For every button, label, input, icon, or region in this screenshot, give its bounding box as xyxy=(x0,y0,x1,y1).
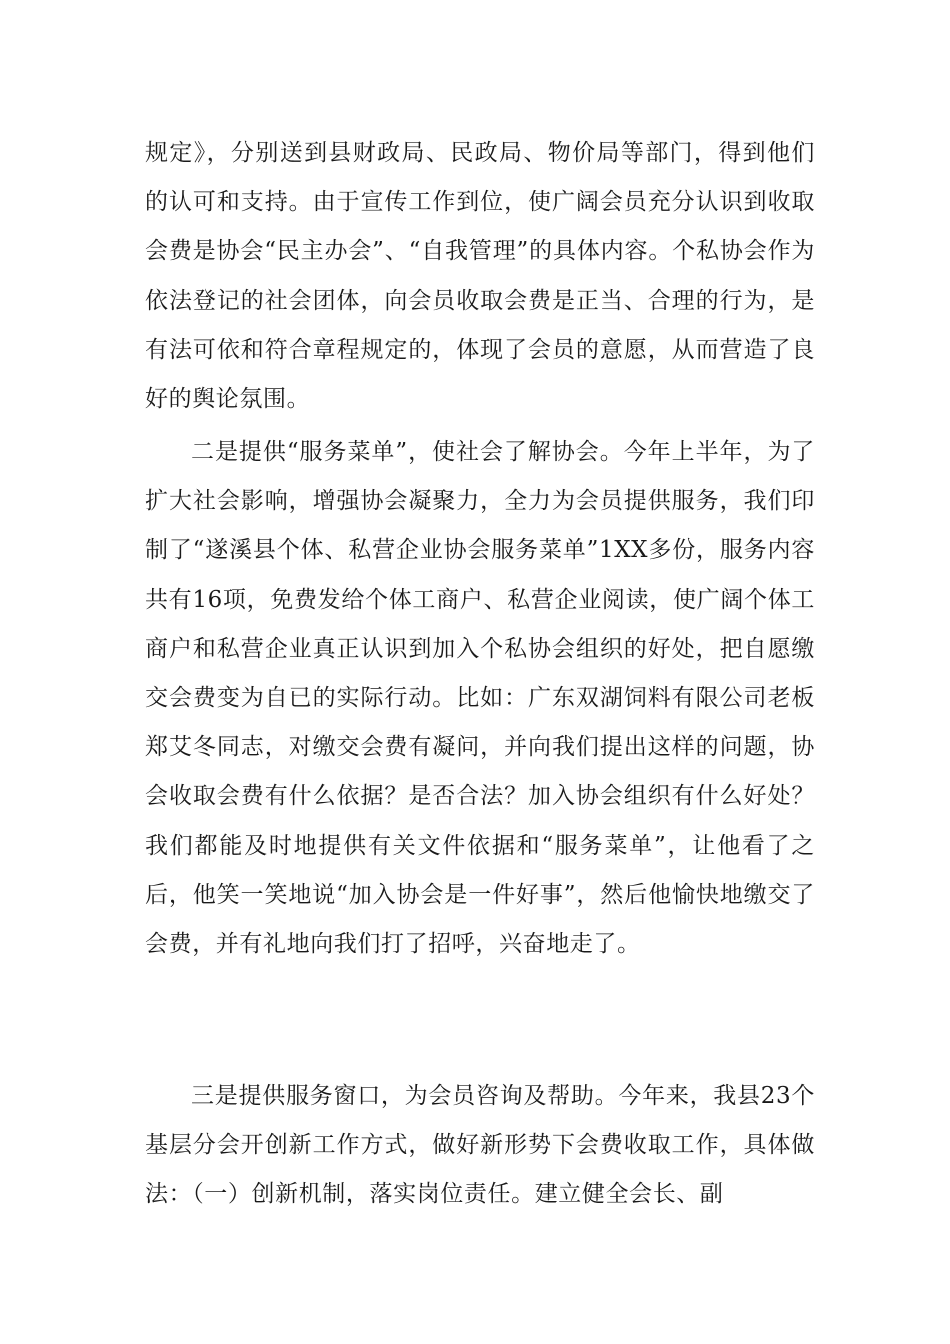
paragraph-continued xyxy=(145,129,815,424)
paragraph-text: 二是提供“服务菜单”，使社会了解协会。今年上半年，为了扩大社会影响，增强协会凝聚力，全力为会员提供服务，我们印制了“遂溪县个体、私营企业协会服务菜单”1XX多份，服务内容共有16项，免费发给个体工商户、私营企业阅读，使广阔个体工商户和私营企业真正认识到加入个私协会组织的好处，把自愿缴交会费变为自已的实际行动。比如：广东双湖饲料有限公司老板郑艾冬同志，对缴交会费有凝问，并向我们提出这样的问题，协会收取会费有什么依据？是否合法？加入协会组织有什么好处？我们都能及时地提供有关文件依据和“服务菜单”，让他看了之后，他笑一笑地说“加入协会是一件好事”，然后他愉快地缴交了会费，并有礼地向我们打了招呼，兴奋地走了。 xyxy=(145,439,815,958)
paragraph-service-menu xyxy=(145,428,815,969)
paragraph-text: 规定》，分别送到县财政局、民政局、物价局等部门，得到他们的认可和支持。由于宣传工作到位，使广阔会员充分认识到收取会费是协会“民主办会”、“自我管理”的具体内容。个私协会作为依法登记的社会团体，向会员收取会费是正当、合理的行为，是有法可依和符合章程规定的，体现了会员的意愿，从而营造了良好的舆论氛围。 xyxy=(145,140,815,413)
paragraph-service-window xyxy=(145,1072,815,1220)
paragraph-text: 三是提供服务窗口，为会员咨询及帮助。今年来，我县23个基层分会开创新工作方式，做好新形势下会费收取工作，具体做法：（一）创新机制，落实岗位责任。建立健全会长、副 xyxy=(145,1083,815,1208)
